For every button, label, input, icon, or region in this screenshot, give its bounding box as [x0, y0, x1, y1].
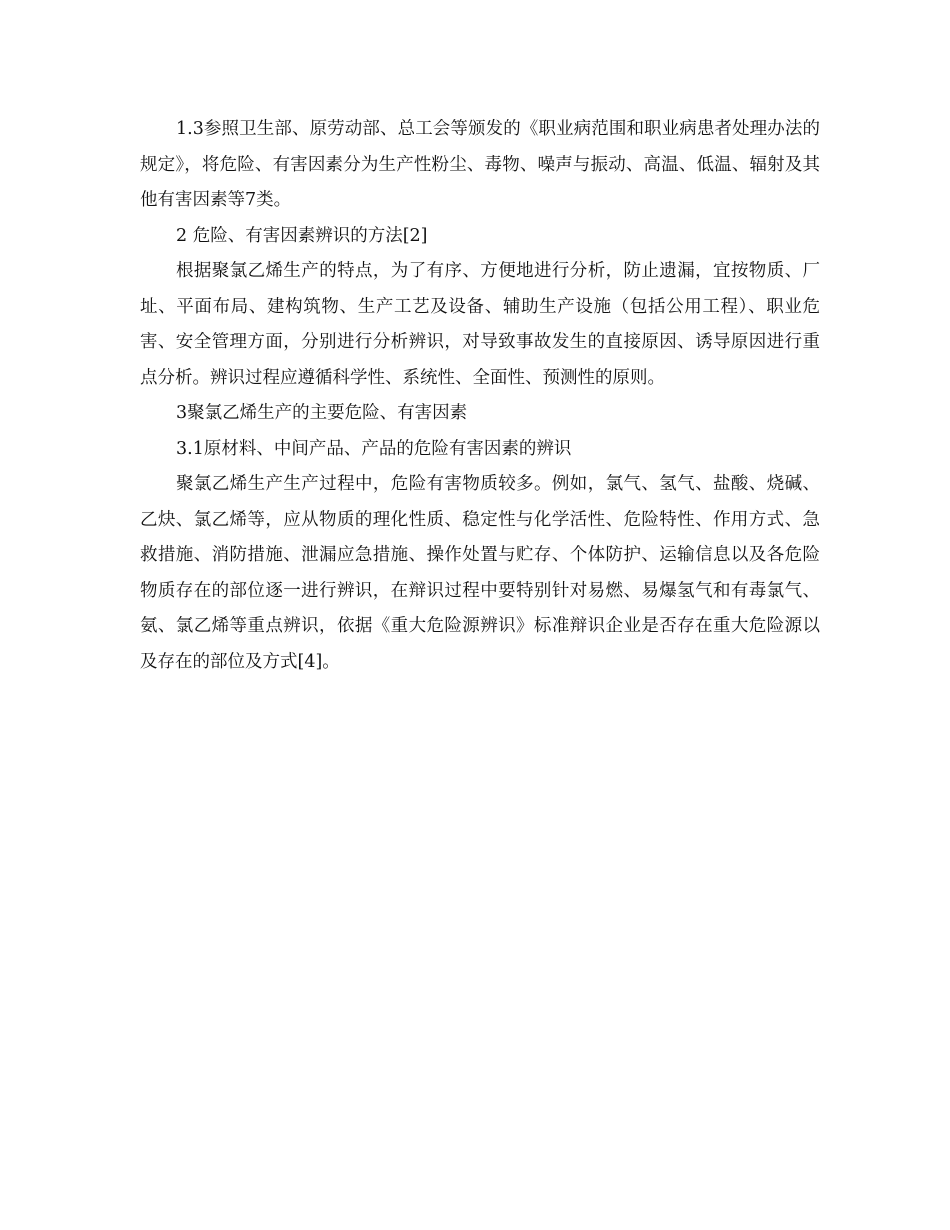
- subsection-heading-materials-hazards: 3.1原材料、中间产品、产品的危险有害因素的辨识: [176, 438, 572, 459]
- paragraph-occupational-hazard-classification: 1.3参照卫生部、原劳动部、总工会等颁发的《职业病范围和职业病患者处理办法的规定》，将危险、有害因素分为生产性粉尘、毒物、噪声与振动、高温、低温、辐射及其他有害因素等7类。: [140, 119, 820, 210]
- section-heading-identification-methods: 2 危险、有害因素辨识的方法[2]: [176, 225, 428, 246]
- paragraph-identification-methods: 根据聚氯乙烯生产的特点，为了有序、方便地进行分析，防止遗漏，宜按物质、厂址、平面布局、建构筑物、生产工艺及设备、辅助生产设施（包括公用工程）、职业危害、安全管理方面，分别进行分析辨识，对导致事故发生的直接原因、诱导原因进行重点分析。辨识过程应遵循科学性、系统性、全面性、预测性的原则。: [140, 261, 820, 388]
- document-page: [140, 112, 820, 680]
- paragraph-materials-hazards: 聚氯乙烯生产生产过程中，危险有害物质较多。例如，氯气、氢气、盐酸、烧碱、乙炔、氯乙烯等，应从物质的理化性质、稳定性与化学活性、危险特性、作用方式、急救措施、消防措施、泄漏应急措施、操作处置与贮存、个体防护、运输信息以及各危险物质存在的部位逐一进行辨识，在辩识过程中要特别针对易燃、易爆氢气和有毒氯气、氨、氯乙烯等重点辨识，依据《重大危险源辨识》标准辩识企业是否存在重大危险源以及存在的部位及方式[4]。: [140, 474, 820, 672]
- section-heading-main-hazards: 3聚氯乙烯生产的主要危险、有害因素: [176, 403, 468, 423]
